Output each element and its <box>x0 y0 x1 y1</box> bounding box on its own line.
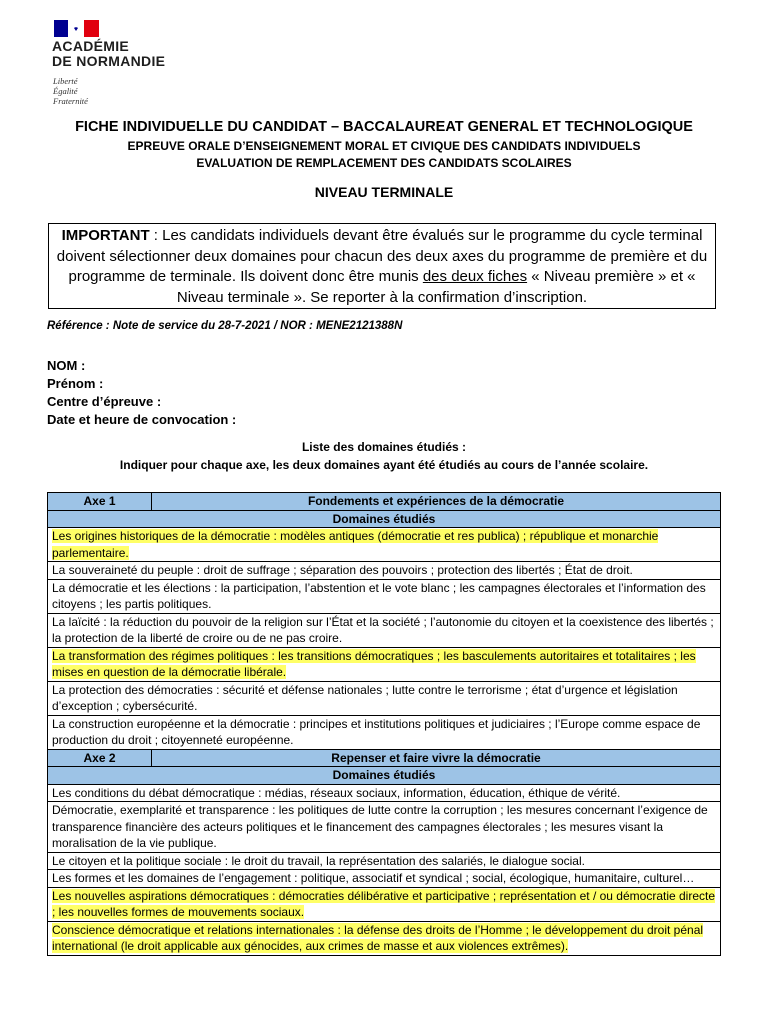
academie-line2: DE NORMANDIE <box>52 53 166 69</box>
table-row <box>48 647 721 681</box>
axe2-label: Axe 2 <box>48 749 152 767</box>
important-text-2: « Niveau première » et « Niveau terminale ». Se reporter à la confirmation d’inscription. <box>176 268 696 306</box>
marianne-icon <box>66 22 86 37</box>
axe1-domain-1 <box>48 528 721 562</box>
axe1-header-row <box>48 493 721 511</box>
field-date: Date et heure de convocation : <box>47 412 237 427</box>
axe1-subheader-row <box>48 510 721 528</box>
axe1-domain-7: La construction européenne et la démocratie : principes et institutions politiques et judiciaires ; l’Europe comme espace de production du droit ; citoyenneté européenne. <box>48 715 721 749</box>
table-row <box>48 921 721 955</box>
axe2-header-row <box>48 749 721 767</box>
table-row <box>48 613 721 647</box>
important-label: IMPORTANT <box>61 227 150 244</box>
axe2-domain-2: Démocratie, exemplarité et transparence : les politiques de lutte contre la corruption ; les mesures concernant l’exigence de transparence financière des acteurs politiques et le financement des campagnes électorales ; les mesures visant la moralisation de la vie publique. <box>48 802 721 853</box>
republique-flag-icon <box>54 20 99 37</box>
axe2-domain-6 <box>48 921 721 955</box>
subtitle-epreuve: EPREUVE ORALE D’ENSEIGNEMENT MORAL ET CIVIQUE DES CANDIDATS INDIVIDUELS <box>127 139 641 153</box>
table-row <box>48 887 721 921</box>
academie-logo <box>52 19 202 111</box>
field-nom: NOM : <box>47 358 86 373</box>
axe1-label: Axe 1 <box>48 493 152 511</box>
academie-name <box>52 39 165 69</box>
table-row <box>48 528 721 562</box>
table-row <box>48 681 721 715</box>
academie-line1: ACADÉMIE <box>52 38 130 54</box>
subtitle-evaluation: EVALUATION DE REMPLACEMENT DES CANDIDATS SCOLAIRES <box>196 156 572 170</box>
table-row <box>48 715 721 749</box>
niveau-title: NIVEAU TERMINALE <box>314 184 454 200</box>
main-title: FICHE INDIVIDUELLE DU CANDIDAT – BACCALAUREAT GENERAL ET TECHNOLOGIQUE <box>75 119 693 135</box>
devise <box>53 76 88 106</box>
domain-text: La transformation des régimes politiques : les transitions démocratiques ; les basculements autoritaires et totalitaires ; les mises en question de la démocratie libérale. <box>52 648 696 679</box>
axe2-title: Repenser et faire vivre la démocratie <box>152 749 721 767</box>
axe2-domain-3: Le citoyen et la politique sociale : le droit du travail, la représentation des salariés, le dialogue social. <box>48 852 721 870</box>
axe1-domain-4: La laïcité : la réduction du pouvoir de la religion sur l’État et la société ; l’autonomie du citoyen et la coexistence des libertés ; la protection de la liberté de croire ou de ne pas croire. <box>48 613 721 647</box>
axe2-subheader: Domaines étudiés <box>48 767 721 785</box>
axe1-domain-6: La protection des démocraties : sécurité et défense nationales ; lutte contre le terrorisme ; état d’urgence et législation d’exception ; cybersécurité. <box>48 681 721 715</box>
axe1-title: Fondements et expériences de la démocratie <box>152 493 721 511</box>
axe2-domain-4: Les formes et les domaines de l’engagement : politique, associatif et syndical ; social, écologique, humanitaire, culturel… <box>48 870 721 888</box>
table-row <box>48 579 721 613</box>
table-row <box>48 562 721 580</box>
axe1-subheader: Domaines étudiés <box>48 510 721 528</box>
reference-note: Référence : Note de service du 28-7-2021 / NOR : MENE2121388N <box>47 320 403 332</box>
domain-text: Les nouvelles aspirations démocratiques : démocraties délibérative et participative ; représentation et / ou démocratie directe ; les nouvelles formes de mouvements sociaux. <box>52 888 716 919</box>
important-underlined: des deux fiches <box>422 268 528 285</box>
domain-text: Conscience démocratique et relations internationales : la défense des droits de l’Homme ; le développement du droit pénal international (le droit applicable aux génocides, aux crimes de masse et aux violences extrêmes). <box>52 922 704 953</box>
field-centre: Centre d’épreuve : <box>47 394 162 409</box>
axe2-subheader-row <box>48 767 721 785</box>
table-row <box>48 870 721 888</box>
devise-fraternite: Fraternité <box>53 96 88 106</box>
axe2-domain-1: Les conditions du débat démocratique : médias, réseaux sociaux, information, éducation, éthique de vérité. <box>48 784 721 802</box>
domains-table <box>47 492 721 956</box>
table-row <box>48 852 721 870</box>
axe1-domain-5 <box>48 647 721 681</box>
list-instruction: Indiquer pour chaque axe, les deux domaines ayant été étudiés au cours de l’année scolaire. <box>119 458 649 472</box>
table-row <box>48 784 721 802</box>
axe1-domain-3: La démocratie et les élections : la participation, l’abstention et le vote blanc ; les campagnes électorales et l’information des citoyens ; les partis politiques. <box>48 579 721 613</box>
field-prenom: Prénom : <box>47 376 104 391</box>
important-notice <box>48 223 716 309</box>
list-title: Liste des domaines étudiés : <box>301 440 467 454</box>
domain-text: Les origines historiques de la démocratie : modèles antiques (démocratie et res publica) ; république et monarchie parlementaire. <box>52 529 659 560</box>
table-row <box>48 802 721 853</box>
axe1-domain-2: La souveraineté du peuple : droit de suffrage ; séparation des pouvoirs ; protection des libertés ; État de droit. <box>48 562 721 580</box>
important-text-1: : Les candidats individuels devant être évalués sur le programme du cycle terminal doivent sélectionner deux domaines pour chacun des deux axes du programme de première et du programme de terminale. Ils doivent donc être munis <box>56 227 708 285</box>
devise-liberte: Liberté <box>53 76 78 86</box>
devise-egalite: Égalité <box>53 86 78 96</box>
axe2-domain-5 <box>48 887 721 921</box>
